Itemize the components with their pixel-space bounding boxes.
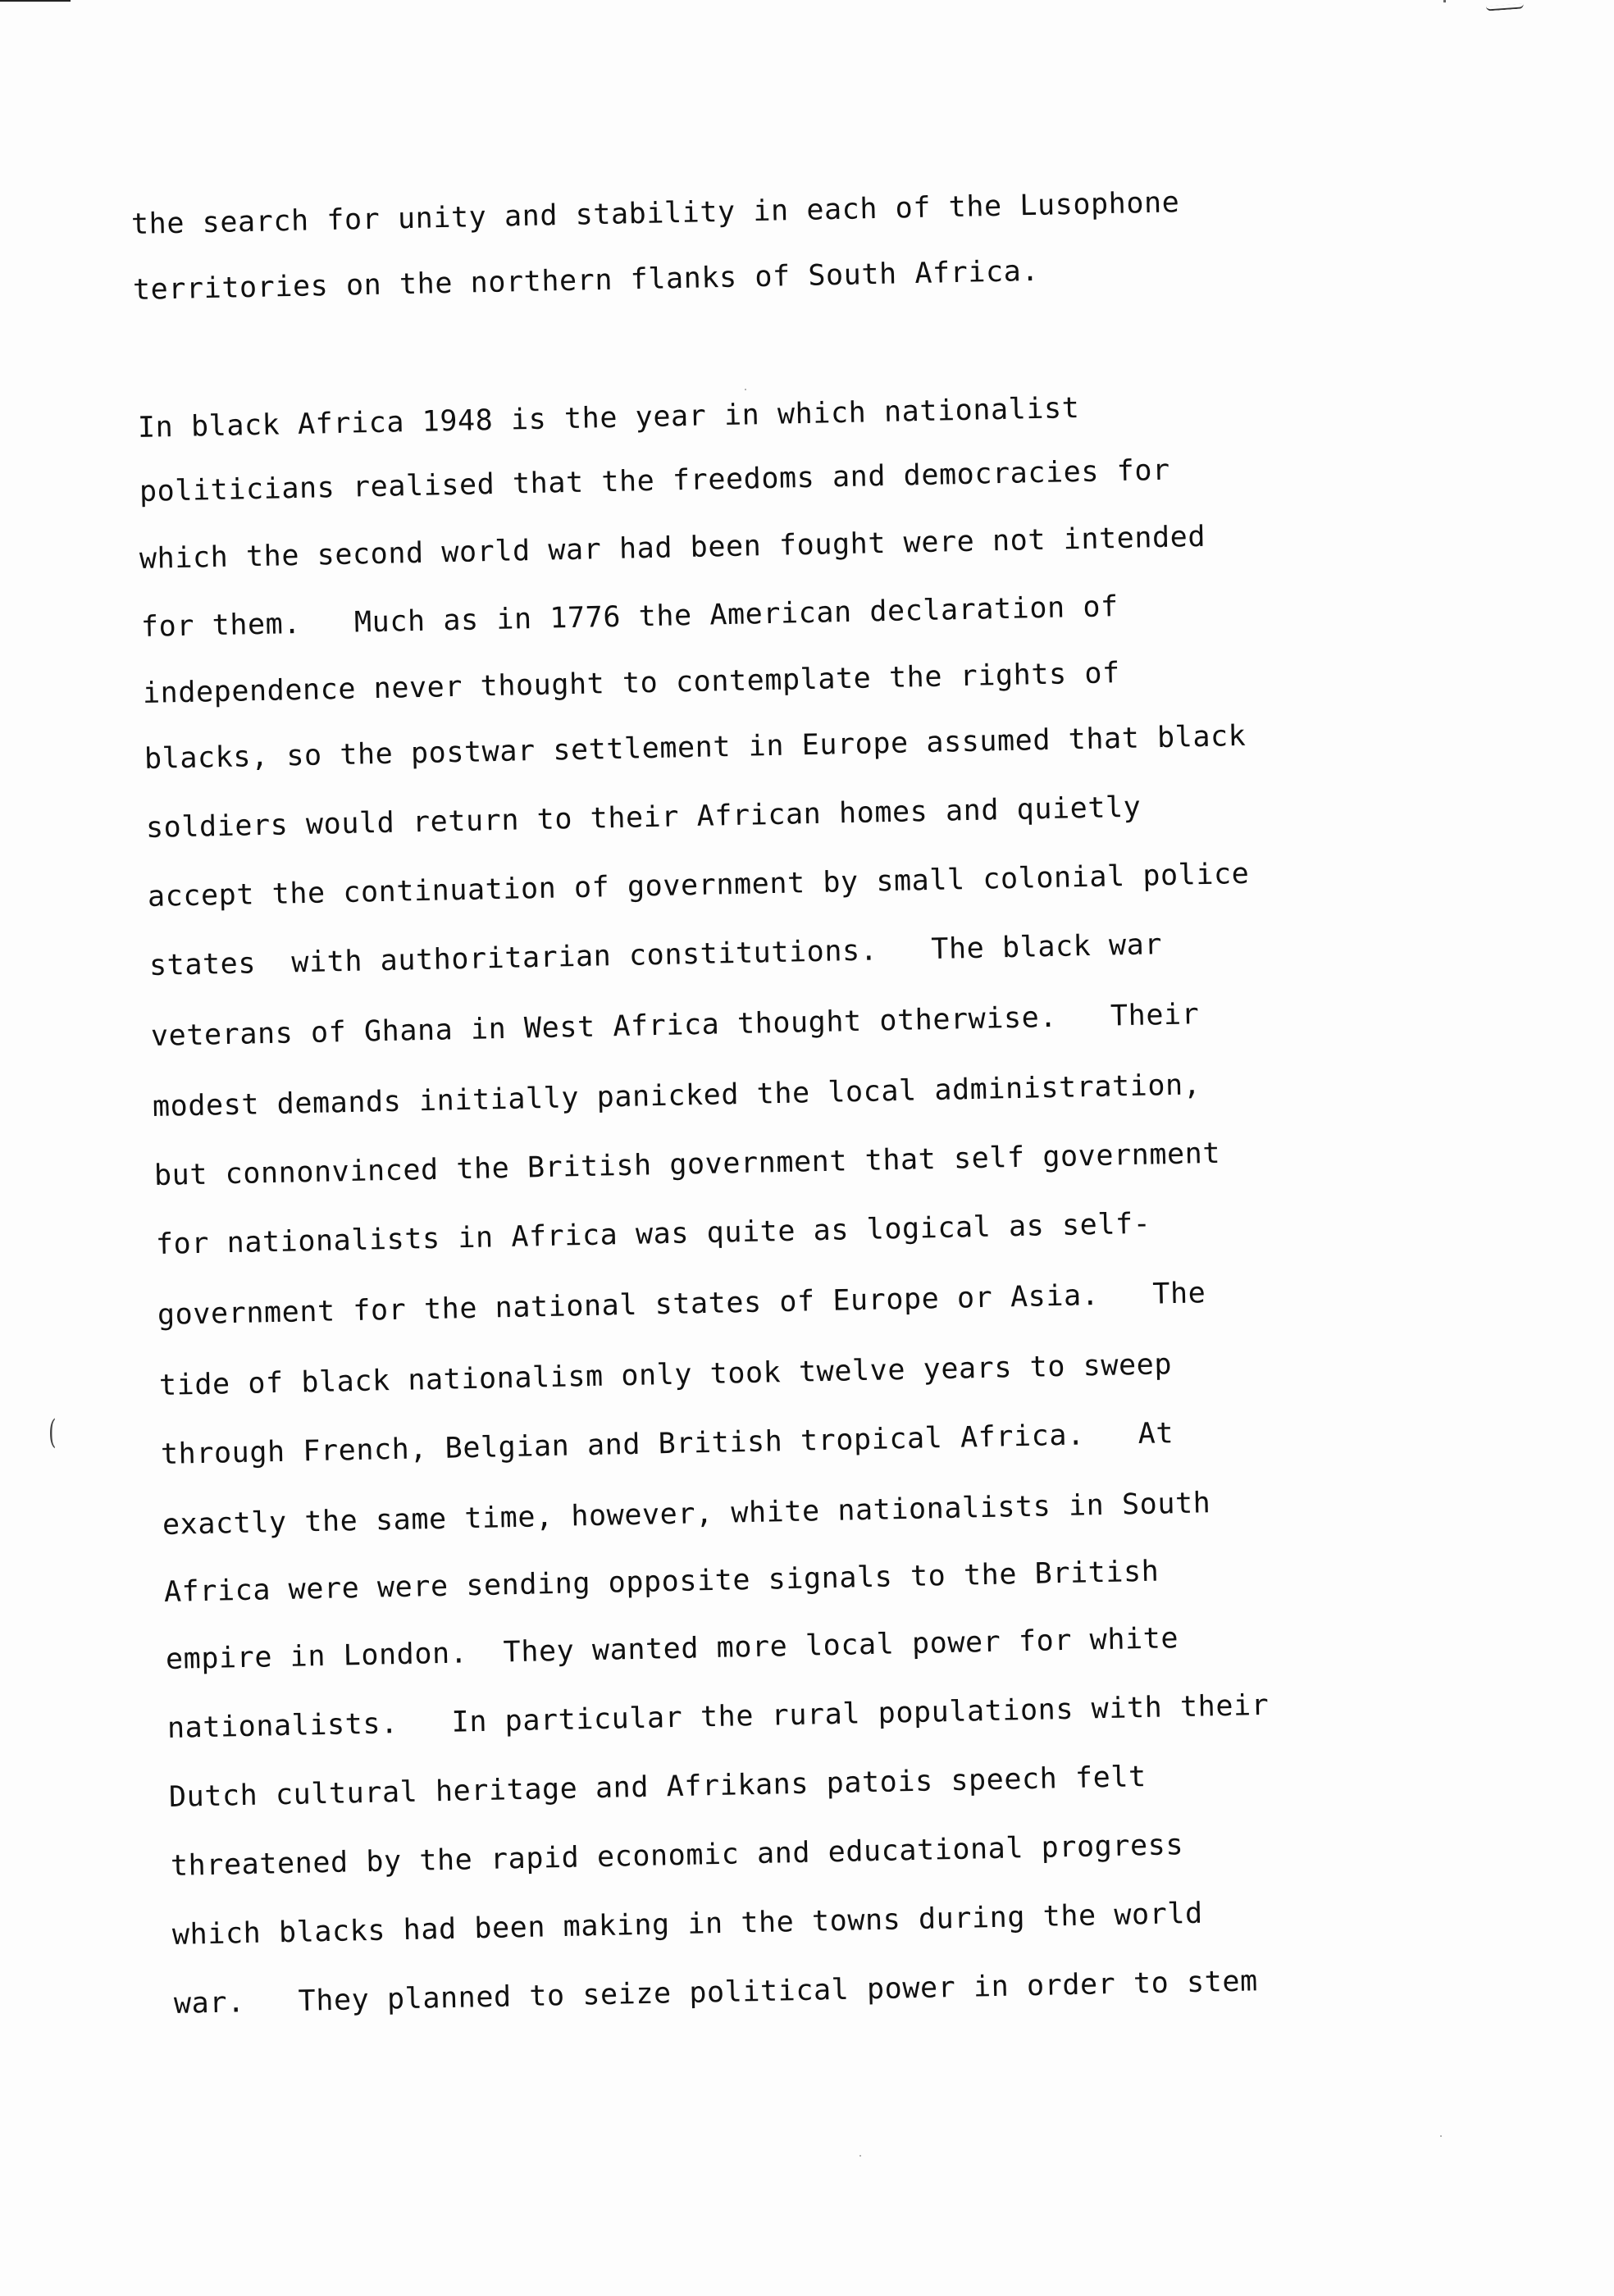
text-line: veterans of Ghana in West Africa thought otherwise. Their — [150, 998, 1200, 1053]
text-line: but connonvinced the British government that self government — [153, 1137, 1221, 1192]
text-line: empire in London. They wanted more local power for white — [165, 1622, 1179, 1676]
scan-speck — [859, 2155, 861, 2157]
margin-parenthesis-mark: ( — [48, 1414, 57, 1451]
text-line: the search for unity and stability in each of the Lusophone — [130, 186, 1180, 241]
text-line: In black Africa 1948 is the year in which nationalist — [137, 391, 1080, 444]
text-line: exactly the same time, however, white nationalists in South — [162, 1487, 1211, 1542]
text-line: modest demands initially panicked the local administration, — [152, 1068, 1201, 1123]
text-line: government for the national states of Europe or Asia. The — [157, 1277, 1206, 1332]
text-line: accept the continuation of government by small colonial police — [147, 857, 1250, 913]
text-line: which the second world war had been fought were not intended — [139, 520, 1206, 576]
text-line: threatened by the rapid economic and educational progress — [170, 1829, 1184, 1883]
text-line: independence never thought to contemplate the rights of — [142, 657, 1121, 710]
scan-speck — [745, 389, 746, 390]
text-line: territories on the northern flanks of South Africa. — [132, 254, 1040, 307]
text-line: blacks, so the postwar settlement in Europe assumed that black — [144, 719, 1247, 776]
text-line: nationalists. In particular the rural populations with their — [166, 1688, 1270, 1745]
text-line: soldiers would return to their African homes and quietly — [145, 790, 1142, 845]
text-line: through French, Belgian and British tropical Africa. At — [160, 1417, 1174, 1471]
text-line: for them. Much as in 1776 the American declaration of — [140, 590, 1119, 644]
text-line: which blacks had been making in the towns during the world — [171, 1897, 1204, 1952]
text-line: war. They planned to seize political power in order to stem — [173, 1965, 1259, 2020]
text-line: tide of black nationalism only took twelve years to sweep — [158, 1348, 1173, 1402]
text-line: Dutch cultural heritage and Afrikans patois speech felt — [168, 1761, 1147, 1814]
text-line: states with authoritarian constitutions. The black war — [148, 928, 1163, 982]
text-line: politicians realised that the freedoms and democracies for — [139, 453, 1171, 508]
text-line: for nationalists in Africa was quite as logical as self- — [155, 1207, 1151, 1261]
scan-speck — [1440, 2135, 1442, 2137]
text-line: Africa were were sending opposite signals to the British — [163, 1555, 1160, 1609]
